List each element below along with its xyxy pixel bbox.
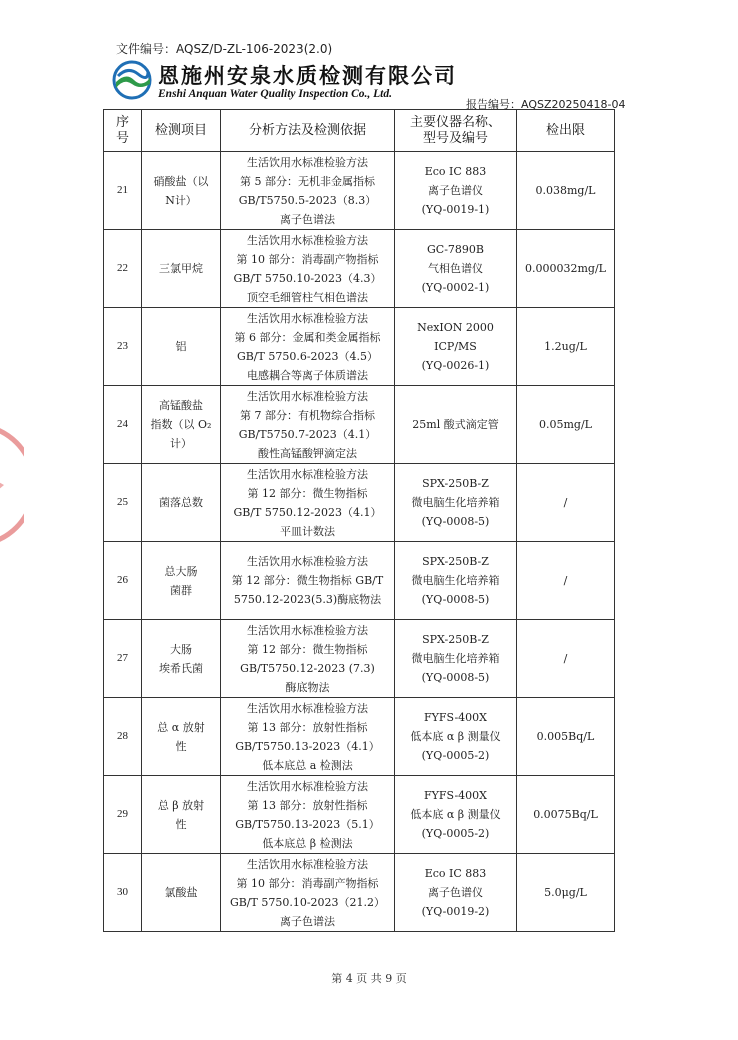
cell-method-line: 第 10 部分：消毒副产物指标 — [236, 876, 379, 890]
cell-method-line: 第 10 部分：消毒副产物指标 — [236, 252, 379, 266]
table-row — [104, 776, 615, 854]
table-row — [104, 386, 615, 464]
cell-method-line: 离子色谱法 — [280, 914, 335, 928]
company-logo-icon — [112, 60, 152, 100]
cell-limit: 1.2ug/L — [517, 308, 615, 386]
cell-item-line: 菌群 — [170, 583, 192, 597]
red-stamp-icon — [0, 415, 24, 555]
cell-method-line: 生活饮用水标准检验方法 — [247, 623, 368, 637]
cell-instrument-line: GC-7890B — [427, 243, 484, 256]
cell-limit: 0.0075Bq/L — [517, 776, 615, 854]
cell-instrument-line: (YQ-0019-1) — [421, 203, 490, 216]
report-number: 报告编号：AQSZ20250418-04 — [466, 98, 626, 111]
cell-instrument-line: (YQ-0019-2) — [421, 905, 490, 918]
cell-instrument — [395, 776, 517, 854]
cell-instrument-line: SPX-250B-Z — [422, 477, 489, 490]
cell-seq: 30 — [104, 854, 142, 932]
header-seq: 序 号 — [104, 110, 142, 152]
cell-method-line: 低本底总 a 检测法 — [262, 758, 353, 772]
cell-method-line: 生活饮用水标准检验方法 — [247, 389, 368, 403]
cell-instrument-line: 微电脑生化培养箱 — [411, 574, 500, 587]
cell-instrument — [395, 386, 517, 464]
header-limit: 检出限 — [517, 110, 615, 152]
cell-item — [142, 620, 221, 698]
cell-method — [221, 776, 395, 854]
document-number: 文件编号：AQSZ/D-ZL-106-2023(2.0) — [116, 42, 333, 56]
cell-instrument-line: ICP/MS — [434, 340, 477, 353]
cell-instrument-line: (YQ-0026-1) — [421, 359, 490, 372]
page-number: 第 4 页 共 9 页 — [331, 972, 407, 985]
cell-item — [142, 698, 221, 776]
cell-seq: 27 — [104, 620, 142, 698]
cell-instrument-line: FYFS-400X — [423, 789, 487, 802]
cell-seq: 24 — [104, 386, 142, 464]
cell-limit: 0.05mg/L — [517, 386, 615, 464]
cell-limit: 0.005Bq/L — [517, 698, 615, 776]
cell-item-line: 埃希氏菌 — [159, 661, 203, 675]
cell-instrument-line: 气相色谱仪 — [428, 262, 483, 275]
cell-method-line: GB/T 5750.12-2023（4.1） — [233, 505, 382, 519]
cell-method — [221, 464, 395, 542]
cell-item-line: 总 β 放射 — [157, 798, 205, 812]
cell-method — [221, 620, 395, 698]
cell-instrument-line: Eco IC 883 — [424, 867, 487, 880]
cell-method-line: 生活饮用水标准检验方法 — [247, 555, 368, 568]
cell-method-line: 第 13 部分：放射性指标 — [247, 720, 368, 734]
cell-item-line: 铝 — [175, 340, 187, 353]
cell-limit: 5.0μg/L — [517, 854, 615, 932]
table-header-row — [104, 110, 615, 152]
cell-item — [142, 386, 221, 464]
cell-instrument — [395, 464, 517, 542]
cell-method-line: 生活饮用水标准检验方法 — [247, 311, 368, 325]
cell-limit: 0.038mg/L — [517, 152, 615, 230]
cell-instrument — [395, 152, 517, 230]
company-name-en: Enshi Anquan Water Quality Inspection Co., Ltd. — [158, 88, 392, 100]
cell-item-line: 三氯甲烷 — [159, 262, 203, 275]
cell-seq: 26 — [104, 542, 142, 620]
cell-method-line: GB/T5750.7-2023（4.1） — [238, 427, 377, 441]
cell-item — [142, 776, 221, 854]
cell-item-line: 总 α 放射 — [157, 720, 205, 734]
cell-instrument-line: (YQ-0008-5) — [421, 593, 490, 606]
cell-method — [221, 308, 395, 386]
table-row — [104, 230, 615, 308]
cell-seq: 28 — [104, 698, 142, 776]
cell-instrument-line: (YQ-0002-1) — [421, 281, 490, 294]
cell-instrument — [395, 542, 517, 620]
cell-method-line: GB/T5750.5-2023（8.3） — [238, 193, 377, 207]
table-row — [104, 152, 615, 230]
cell-instrument-line: NexION 2000 — [417, 321, 494, 334]
cell-method-line: 生活饮用水标准检验方法 — [247, 233, 368, 247]
cell-method-line: 第 5 部分：无机非金属指标 — [240, 174, 375, 188]
table-row — [104, 542, 615, 620]
cell-method — [221, 542, 395, 620]
cell-instrument-line: FYFS-400X — [423, 711, 487, 724]
cell-method — [221, 230, 395, 308]
cell-method-line: 酸性高锰酸钾滴定法 — [258, 446, 357, 460]
cell-item — [142, 542, 221, 620]
table-row — [104, 308, 615, 386]
cell-method-line: GB/T5750.13-2023（4.1） — [235, 739, 380, 753]
cell-method-line: 生活饮用水标准检验方法 — [247, 857, 368, 871]
cell-item-line: 计） — [170, 437, 192, 450]
cell-method — [221, 698, 395, 776]
cell-instrument — [395, 698, 517, 776]
cell-method-line: 5750.12-2023(5.3)酶底物法 — [233, 593, 382, 606]
cell-instrument — [395, 308, 517, 386]
cell-item-line: 总大肠 — [164, 564, 198, 578]
cell-instrument-line: (YQ-0008-5) — [421, 671, 490, 684]
cell-item-line: 氯酸盐 — [164, 886, 198, 899]
table-row — [104, 620, 615, 698]
header-method: 分析方法及检测依据 — [221, 110, 395, 152]
cell-item-line: 大肠 — [170, 642, 192, 656]
cell-method-line: 生活饮用水标准检验方法 — [247, 467, 368, 481]
cell-limit: / — [517, 464, 615, 542]
cell-instrument-line: 低本底 α β 测量仪 — [410, 808, 501, 821]
cell-instrument-line: (YQ-0005-2) — [421, 827, 490, 840]
cell-seq: 21 — [104, 152, 142, 230]
cell-method-line: 电感耦合等离子体质谱法 — [247, 368, 368, 382]
cell-method-line: GB/T5750.12-2023 (7.3) — [240, 661, 375, 675]
cell-item-line: 菌落总数 — [159, 496, 203, 509]
cell-item — [142, 464, 221, 542]
cell-method-line: 生活饮用水标准检验方法 — [247, 701, 368, 715]
cell-instrument-line: (YQ-0005-2) — [421, 749, 490, 762]
cell-method — [221, 386, 395, 464]
cell-method-line: 离子色谱法 — [280, 212, 335, 226]
cell-method-line: 第 7 部分：有机物综合指标 — [240, 408, 375, 422]
cell-item — [142, 152, 221, 230]
cell-method-line: 第 12 部分：微生物指标 — [247, 486, 368, 500]
cell-instrument — [395, 620, 517, 698]
cell-method — [221, 854, 395, 932]
table-row — [104, 854, 615, 932]
cell-seq: 23 — [104, 308, 142, 386]
cell-instrument — [395, 854, 517, 932]
cell-method-line: 第 13 部分：放射性指标 — [247, 798, 368, 812]
cell-instrument-line: Eco IC 883 — [424, 165, 487, 178]
cell-method — [221, 152, 395, 230]
cell-item-line: 性 — [175, 739, 187, 753]
header-instrument: 主要仪器名称、 型号及编号 — [395, 110, 517, 152]
cell-method-line: 生活饮用水标准检验方法 — [247, 155, 368, 169]
cell-instrument-line: 微电脑生化培养箱 — [411, 496, 500, 509]
cell-method-line: 顶空毛细管柱气相色谱法 — [247, 290, 368, 304]
cell-instrument-line: (YQ-0008-5) — [421, 515, 490, 528]
cell-seq: 22 — [104, 230, 142, 308]
cell-method-line: 第 12 部分：微生物指标 — [247, 642, 368, 656]
cell-instrument-line: SPX-250B-Z — [422, 555, 489, 568]
cell-item — [142, 854, 221, 932]
cell-instrument-line: 微电脑生化培养箱 — [411, 652, 500, 665]
cell-item — [142, 230, 221, 308]
cell-method-line: 第 6 部分：金属和类金属指标 — [234, 330, 381, 344]
results-table — [103, 109, 615, 932]
header-item: 检测项目 — [142, 110, 221, 152]
company-name-cn: 恩施州安泉水质检测有限公司 — [158, 63, 457, 88]
cell-seq: 29 — [104, 776, 142, 854]
cell-item-line: 指数（以 O₂ — [150, 418, 212, 431]
cell-item — [142, 308, 221, 386]
cell-method-line: GB/T 5750.6-2023（4.5） — [236, 349, 379, 363]
cell-method-line: GB/T5750.13-2023（5.1） — [235, 817, 380, 831]
cell-instrument-line: 离子色谱仪 — [428, 184, 483, 197]
cell-limit: / — [517, 542, 615, 620]
cell-method-line: 生活饮用水标准检验方法 — [247, 779, 368, 793]
table-row — [104, 464, 615, 542]
cell-instrument-line: 离子色谱仪 — [428, 886, 483, 899]
cell-limit: 0.000032mg/L — [517, 230, 615, 308]
cell-limit: / — [517, 620, 615, 698]
cell-item-line: 高锰酸盐 — [159, 399, 203, 412]
table-row — [104, 698, 615, 776]
cell-instrument — [395, 230, 517, 308]
cell-method-line: 第 12 部分：微生物指标 GB/T — [231, 574, 384, 587]
cell-method-line: GB/T 5750.10-2023（4.3） — [233, 271, 382, 285]
cell-method-line: 低本底总 β 检测法 — [262, 836, 353, 850]
cell-instrument-line: SPX-250B-Z — [422, 633, 489, 646]
cell-instrument-line: 低本底 α β 测量仪 — [410, 730, 501, 743]
cell-item-line: 性 — [175, 817, 187, 831]
cell-seq: 25 — [104, 464, 142, 542]
cell-item-line: 硝酸盐（以 — [153, 174, 209, 188]
cell-instrument-line: 25ml 酸式滴定管 — [412, 418, 499, 431]
cell-item-line: N计） — [165, 193, 197, 207]
cell-method-line: GB/T 5750.10-2023（21.2） — [229, 895, 386, 909]
cell-method-line: 平皿计数法 — [280, 524, 335, 538]
cell-method-line: 酶底物法 — [285, 680, 330, 694]
